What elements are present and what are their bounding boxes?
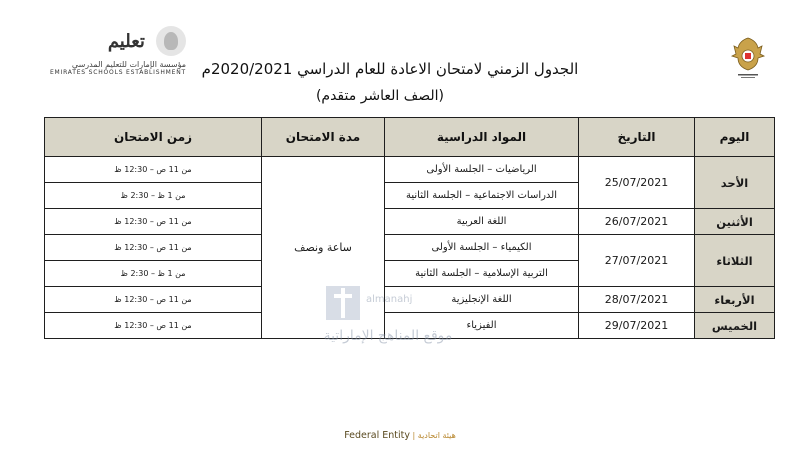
page-title: الجدول الزمني لامتحان الاعادة للعام الدراسي 2020/2021م [201,60,579,78]
table-row [45,209,775,235]
table-row [45,157,775,183]
time-cell: من 11 ص – 12:30 ظ [45,157,262,183]
table-row [45,235,775,261]
time-cell: من 11 ص – 12:30 ظ [45,287,262,313]
table-row [45,313,775,339]
footer-english: Federal Entity [344,430,410,441]
time-cell: من 11 ص – 12:30 ظ [45,235,262,261]
date-cell: 29/07/2021 [579,313,695,339]
watermark-site: almanahj [366,294,413,305]
subject-cell: الكيمياء – الجلسة الأولى [385,235,579,261]
date-cell: 27/07/2021 [579,235,695,287]
table-header-row [45,118,775,157]
header-subjects: المواد الدراسية [385,118,579,157]
duration-cell: ساعة ونصف [262,157,385,339]
time-cell: من 1 ظ – 2:30 ظ [45,183,262,209]
watermark-text: موقع المناهج الإماراتية [323,328,452,344]
page-subtitle: (الصف العاشر متقدم) [315,88,445,104]
time-cell: من 11 ص – 12:30 ظ [45,313,262,339]
uae-emblem-icon [730,34,766,82]
ese-logo [36,26,186,76]
day-cell: الأثنين [695,209,775,235]
header-duration: مدة الامتحان [262,118,385,157]
logo-english-name: EMIRATES SCHOOLS ESTABLISHMENT [49,69,186,76]
date-cell: 26/07/2021 [579,209,695,235]
logo-word: تعليم [107,30,145,52]
subject-cell: الفيزياء [385,313,579,339]
day-cell: الأربعاء [695,287,775,313]
header-time: زمن الامتحان [45,118,262,157]
footer: Federal Entity | هيئة اتحادية [344,430,456,441]
table-row [45,287,775,313]
time-cell: من 11 ص – 12:30 ظ [45,209,262,235]
subject-cell: اللغة الإنجليزية [385,287,579,313]
exam-schedule-table [44,117,775,339]
date-cell: 28/07/2021 [579,287,695,313]
subject-cell: الرياضيات – الجلسة الأولى [385,157,579,183]
time-cell: من 1 ظ – 2:30 ظ [45,261,262,287]
day-cell: الثلاثاء [695,235,775,287]
footer-arabic: هيئة اتحادية [417,431,456,440]
subject-cell: التربية الإسلامية – الجلسة الثانية [385,261,579,287]
subject-cell: اللغة العربية [385,209,579,235]
header-day: اليوم [695,118,775,157]
day-cell: الخميس [695,313,775,339]
ese-logo-icon [156,26,186,56]
day-cell: الأحد [695,157,775,209]
header-date: التاريخ [579,118,695,157]
subject-cell: الدراسات الاجتماعية – الجلسة الثانية [385,183,579,209]
logo-arabic-name: مؤسسة الإمارات للتعليم المدرسي [71,60,186,69]
date-cell: 25/07/2021 [579,157,695,209]
